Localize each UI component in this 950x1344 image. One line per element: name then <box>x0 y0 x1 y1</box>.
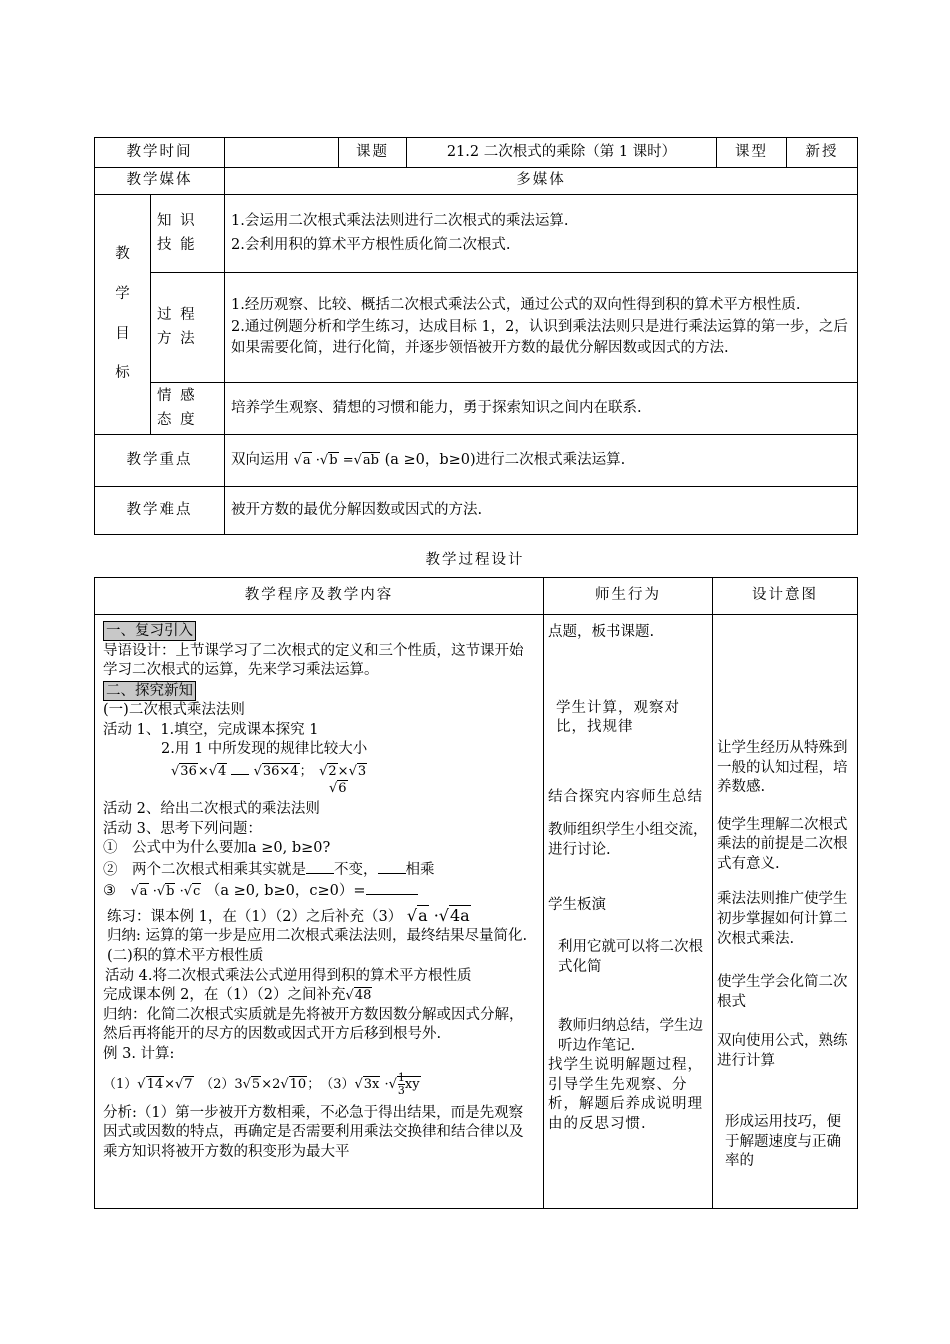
question-2: ② 两个二次根式相乘其实就是 不变， 相乘 <box>103 859 535 881</box>
difficulty-label: 教学难点 <box>95 487 225 535</box>
multiplication-formula: √a ·√b =√ab <box>293 452 379 468</box>
sub-property: (二)积的算术平方根性质 <box>107 947 264 964</box>
time-label: 教学时间 <box>95 138 225 168</box>
behavior-6: 利用它就可以将二次根式化简 <box>558 938 703 975</box>
behavior-8: 找学生说明解题过程，引导学生先观察、分析，解题后养成说明理由的反思习惯. <box>548 1057 703 1132</box>
process-content: 1.经历观察、比较、概括二次根式乘法公式，通过公式的双向性得到积的算术平方根性质. 2.通过例题分析和学生练习，达成目标 1，2，认识到乘法法则只是进行乘法运算的第一步，之后如果需要化简，进行化简，并逐步领悟被开方数的最优分解因数或因式的方法. <box>225 273 858 383</box>
behavior-5: 学生板演 <box>548 897 606 914</box>
topic-label: 课题 <box>339 138 407 168</box>
behavior-1: 点题，板书课题. <box>548 624 655 640</box>
col-behavior-header: 师生行为 <box>544 578 713 615</box>
intent-2: 使学生理解二次根式乘法的前提是二次根式有意义. <box>717 816 848 872</box>
lesson-info-table <box>94 137 858 535</box>
intent-6: 形成运用技巧，便于解题速度与正确率的 <box>725 1114 841 1170</box>
intent-3: 乘法法则推广使学生初步掌握如何计算二次根式乘法. <box>717 891 848 947</box>
behavior-2: 学生计算，观察对比，找规律 <box>556 699 680 736</box>
example-3: 例 3. 计算: <box>103 1045 175 1062</box>
process-label: 过 程 方 法 <box>151 273 225 383</box>
media-value: 多媒体 <box>225 168 858 195</box>
activity-2: 活动 2、给出二次根式的乘法法则 <box>103 801 320 818</box>
content-cell <box>95 615 544 1209</box>
activity-3: 活动 3、思考下列问题： <box>103 820 262 837</box>
type-label: 课型 <box>717 138 787 168</box>
activity-4: 活动 4.将二次根式乘法公式逆用得到积的算术平方根性质 <box>105 967 472 984</box>
focus-content: 双向运用 √a ·√b =√ab (a ≥0，b≥0)进行二次根式乘法运算. <box>225 435 858 487</box>
activity-1b: 2.用 1 中所发现的规律比较大小 <box>161 741 368 758</box>
process-table <box>94 577 858 1209</box>
col-intent-header: 设计意图 <box>713 578 858 615</box>
intent-cell <box>713 615 858 1209</box>
analysis: 分析:（1）第一步被开方数相乘，不必急于得出结果，而是先观察因式或因数的特点，再确定是否需要利用乘法交换律和结合律以及乘方知识将被开方数的积变形为最大平 <box>103 1104 524 1160</box>
compare-expression-2: √6 <box>329 781 347 797</box>
summary-2: 归纳：化简二次根式实质就是先将被开方数因数分解或因式分解，然后再将能开的尽方的因数或因式开方后移到根号外. <box>103 1006 524 1043</box>
process-title: 教学过程设计 <box>425 552 525 568</box>
emotion-content: 培养学生观察、猜想的习惯和能力，勇于探索知识之间内在联系. <box>225 383 858 435</box>
time-value <box>225 138 339 168</box>
focus-label: 教学重点 <box>95 435 225 487</box>
behavior-3: 结合探究内容师生总结 <box>548 788 703 805</box>
behavior-7: 教师归纳总结，学生边听边作笔记. <box>558 1018 703 1054</box>
summary-1: 归纳: 运算的第一步是应用二次根式乘法法则，最终结果尽量简化. <box>107 928 528 945</box>
example-3-exprs: （1）√14×√7 （2）3√5×2√10； （3）√3x ·√ $\frac{1}{3}$ xy <box>103 1071 420 1098</box>
behavior-4: 教师组织学生小组交流，进行讨论. <box>548 822 708 858</box>
sub-rule: (一)二次根式乘法法则 <box>103 702 245 719</box>
intro-text: 导语设计：上节课学习了二次根式的定义和三个性质，这节课开始学习二次根式的运算，先来学习乘法运算。 <box>103 642 524 679</box>
activity-1: 活动 1、1.填空，完成课本探究 1 <box>103 721 319 738</box>
behavior-cell <box>544 615 713 1209</box>
type-value: 新授 <box>787 138 858 168</box>
topic-value: 21.2 二次根式的乘除（第 1 课时） <box>407 138 717 168</box>
question-1: ① 公式中为什么要加a ≥0, b≥0? <box>103 840 331 857</box>
media-label: 教学媒体 <box>95 168 225 195</box>
section-review: 一、复习引入 <box>103 621 196 641</box>
section-explore: 二、探究新知 <box>103 681 196 701</box>
example-2: 完成课本例 2，在（1）（2）之间补充√48 <box>103 987 372 1004</box>
intent-5: 双向使用公式，熟练进行计算 <box>717 1033 848 1069</box>
practice: 练习：课本例 1，在（1）（2）之后补充（3） √a ·√4a <box>107 905 470 925</box>
emotion-label: 情 感 态 度 <box>151 383 225 435</box>
knowledge-label: 知 识 技 能 <box>151 195 225 273</box>
intent-1: 让学生经历从特殊到一般的认知过程，培养数感. <box>717 740 848 796</box>
knowledge-content: 1.会运用二次根式乘法法则进行二次根式的乘法运算. 2.会利用积的算术平方根性质化简二次根式. <box>225 195 858 273</box>
col-content-header: 教学程序及教学内容 <box>95 578 544 615</box>
compare-expression: √36×√4 √36×4； √2×√3 <box>103 760 535 781</box>
difficulty-content: 被开方数的最优分解因数或因式的方法. <box>225 487 858 535</box>
question-3: ③ √a ·√b ·√c （a ≥0, b≥0，c≥0）= <box>103 880 535 902</box>
goal-label: 教 学 目 标 <box>95 195 151 435</box>
intent-4: 使学生学会化简二次根式 <box>717 974 848 1010</box>
